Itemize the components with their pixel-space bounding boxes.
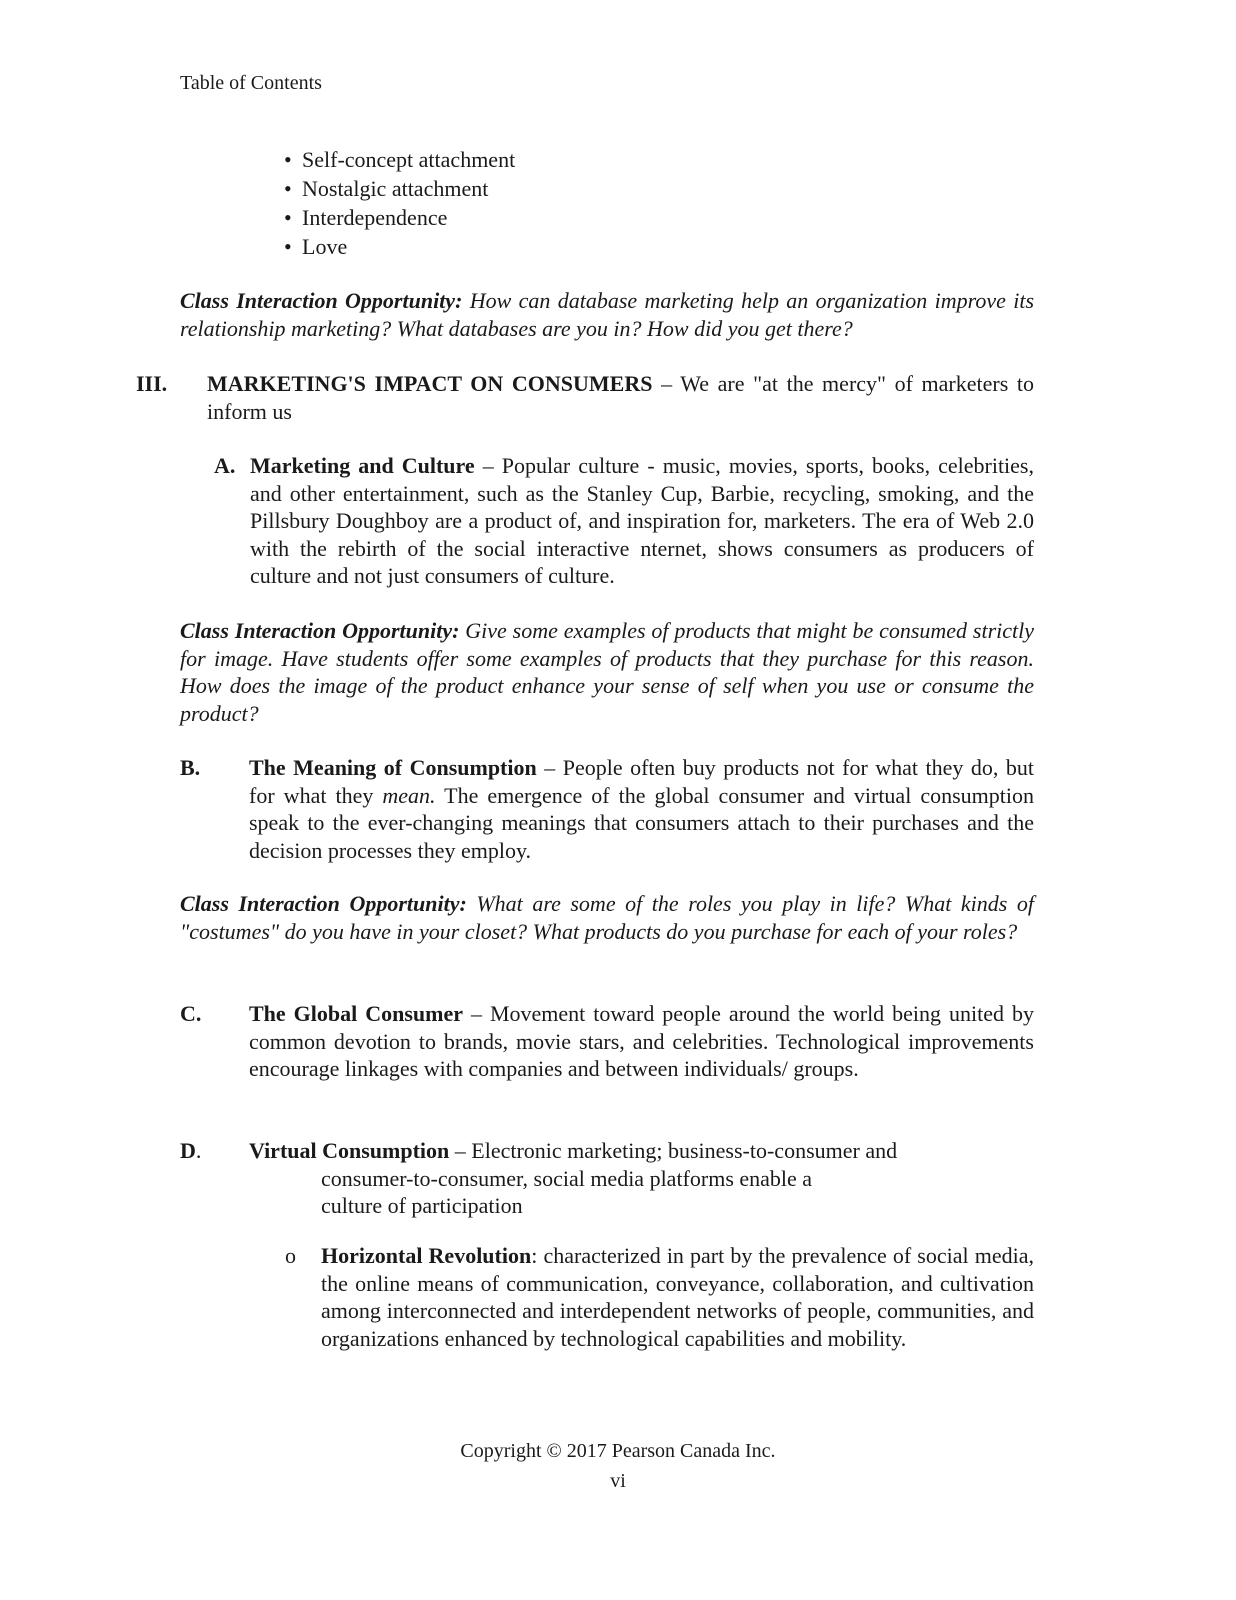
item-marker-c: C. <box>180 1001 202 1026</box>
subitem-text: : characterized in part by the prevalence of social media, the online means of communication, conveyance, collaboration, and cultivation among interconnected and interdependent networks of people, communities, and organizations enhanced by technological capabilities and mobility. <box>321 1243 1034 1351</box>
bullet-icon: • <box>284 147 292 172</box>
item-line: culture of participation <box>321 1193 523 1218</box>
subitem-title: Horizontal Revolution <box>321 1243 532 1268</box>
section-iii-heading <box>207 370 1034 425</box>
item-marker-a: A. <box>214 453 236 478</box>
bullet-label: Interdependence <box>302 205 448 230</box>
class-interaction-opportunity-3 <box>180 890 1034 945</box>
item-text: – Movement toward people around the world being united by common devotion to brands, movie stars, and celebrities. Technological improvements encourage linkages with companies and between individuals/ groups. <box>249 1001 1034 1081</box>
class-interaction-opportunity-2 <box>180 617 1034 727</box>
list-item <box>284 174 515 203</box>
item-text-emphasis: mean. <box>382 782 436 808</box>
item-title: The Global Consumer <box>249 1001 463 1026</box>
attachment-bullet-list <box>284 145 515 261</box>
item-marketing-and-culture <box>250 452 1034 590</box>
bullet-icon: • <box>284 205 292 230</box>
list-item <box>284 145 515 174</box>
cio-label: Class Interaction Opportunity: <box>180 618 460 643</box>
item-text: – Popular culture - music, movies, sports, books, celebrities, and other entertainment, such as the Stanley Cup, Barbie, recycling, smoking, and the Pillsbury Doughboy are a product of, and inspiration for, marketers. The era of Web 2.0 with the rebirth of the social interactive nternet, shows consumers as producers of culture and not just consumers of culture. <box>250 453 1034 588</box>
bullet-label: Love <box>302 234 348 259</box>
item-marker-suffix: . <box>195 1138 202 1163</box>
list-item <box>284 232 515 261</box>
bullet-icon: • <box>284 176 292 201</box>
cio-text: What are some of the roles you play in life? What kinds of "costumes" do you have in your closet? What products do you purchase for each of your roles? <box>180 891 1034 944</box>
item-marker-b: B. <box>180 755 201 780</box>
cio-text: Give some examples of products that might be consumed strictly for image. Have students offer some examples of products that they purchase for this reason. How does the image of the product enhance your sense of self when you use or consume the product? <box>180 618 1035 726</box>
item-text: – Electronic marketing; business-to-consumer and <box>449 1138 898 1163</box>
item-text: The emergence of the global consumer and virtual consumption speak to the ever-changing meanings that consumers attach to their purchases and the decision processes they employ. <box>249 782 1035 863</box>
item-line: consumer-to-consumer, social media platforms enable a <box>321 1165 813 1191</box>
item-global-consumer <box>249 1000 1034 1083</box>
page-number: vi <box>610 1470 626 1492</box>
subitem-horizontal-revolution <box>321 1242 1034 1352</box>
cio-label: Class Interaction Opportunity: <box>180 288 463 313</box>
bullet-label: Self-concept attachment <box>302 147 516 172</box>
item-line <box>249 1137 1034 1165</box>
cio-text: How can database marketing help an organization improve its relationship marketing? What databases are you in? How did you get there? <box>180 288 1035 341</box>
bullet-label: Nostalgic attachment <box>302 176 489 201</box>
item-marker-letter: D <box>180 1138 196 1163</box>
circle-bullet-icon: o <box>285 1243 296 1268</box>
item-meaning-of-consumption <box>249 754 1034 864</box>
list-item <box>284 203 515 232</box>
item-title: Virtual Consumption <box>249 1138 450 1163</box>
item-marker-d <box>180 1137 201 1165</box>
running-header: Table of Contents <box>180 72 322 94</box>
item-title: The Meaning of Consumption <box>249 755 537 780</box>
section-numeral: III. <box>136 371 168 396</box>
bullet-icon: • <box>284 234 292 259</box>
class-interaction-opportunity-1 <box>180 287 1034 342</box>
section-intro: – We are "at the mercy" of marketers to inform us <box>207 371 1034 424</box>
section-title: MARKETING'S IMPACT ON CONSUMERS <box>207 371 653 396</box>
item-virtual-consumption <box>249 1137 1034 1220</box>
item-title: Marketing and Culture <box>250 453 475 478</box>
item-text: – People often buy products not for what they do, but for what they <box>249 755 1034 808</box>
cio-label: Class Interaction Opportunity: <box>180 891 467 916</box>
copyright-notice: Copyright © 2017 Pearson Canada Inc. <box>460 1440 776 1462</box>
